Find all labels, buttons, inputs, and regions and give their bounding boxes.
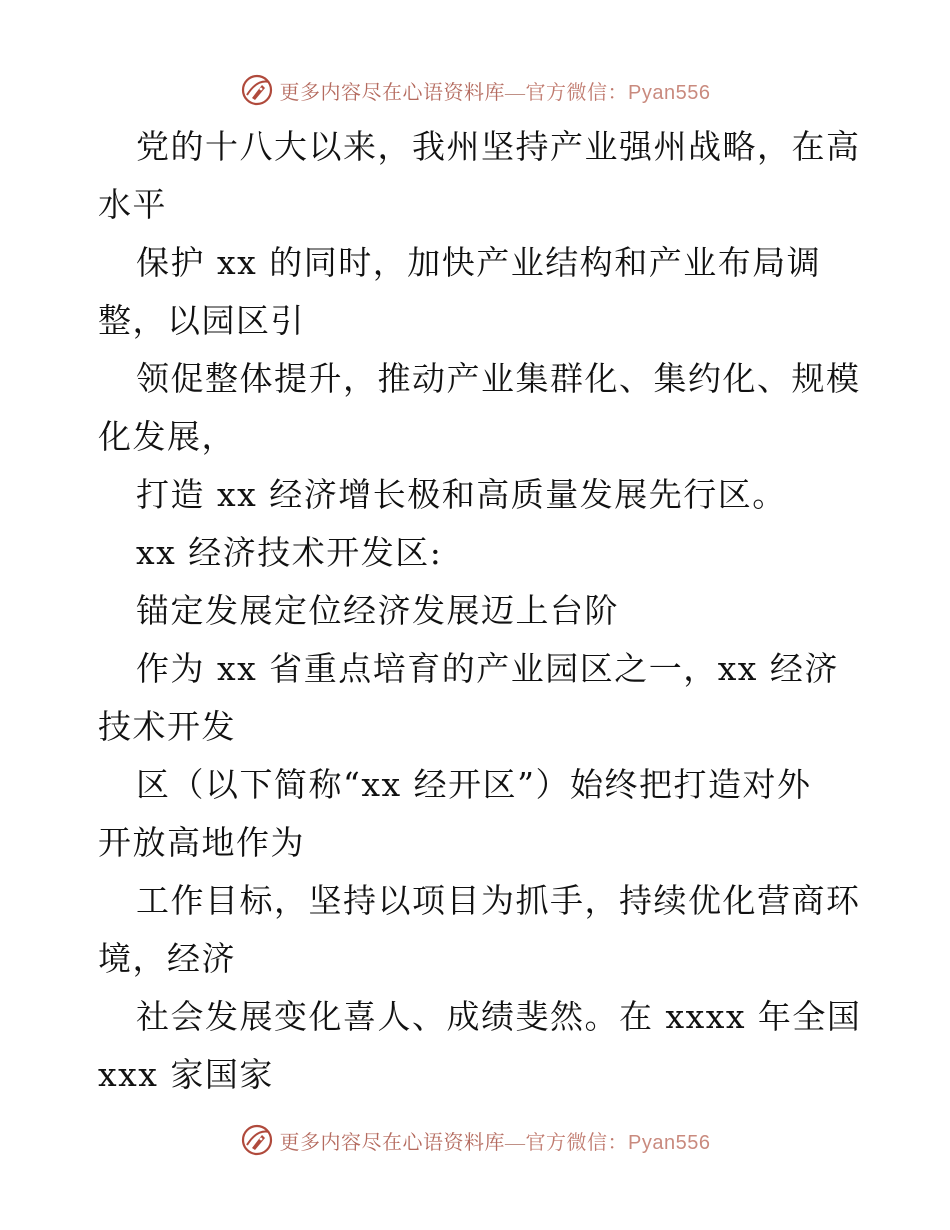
text-line: 社会发展变化喜人、成绩斐然。在 xxxx 年全国 <box>136 997 862 1036</box>
pen-nib-logo-icon <box>240 1123 274 1157</box>
text-line: 区（以下简称“xx 经开区”）始终把打造对外 <box>136 765 812 804</box>
text-line: 技术开发 <box>98 707 236 746</box>
footer-banner-text <box>280 1126 711 1155</box>
text-line: 锚定发展定位经济发展迈上台阶 <box>136 591 619 630</box>
footer-site-name: 更多内容尽在心语资料库 <box>279 1131 506 1154</box>
footer-banner-inner <box>240 1123 711 1157</box>
text-line: 境，经济 <box>98 939 236 978</box>
header-site-name: 更多内容尽在心语资料库 <box>279 81 506 104</box>
footer-banner <box>0 1120 950 1160</box>
text-line: 开放高地作为 <box>98 823 305 862</box>
header-wechat-label: 官方微信： <box>525 81 629 104</box>
pen-nib-logo-icon <box>240 73 274 107</box>
text-line: 水平 <box>98 185 167 224</box>
text-line: 党的十八大以来，我州坚持产业强州战略，在高 <box>136 127 861 166</box>
text-line: 工作目标，坚持以项目为抓手，持续优化营商环 <box>136 881 861 920</box>
text-line: 作为 xx 省重点培育的产业园区之一，xx 经济 <box>136 649 839 688</box>
text-line: 化发展， <box>98 417 236 456</box>
text-line: xxx 家国家 <box>98 1055 274 1094</box>
header-banner-text <box>280 76 711 105</box>
footer-wechat-id: Pyan556 <box>628 1131 711 1154</box>
text-line: 保护 xx 的同时，加快产业结构和产业布局调 <box>136 243 822 282</box>
header-banner-inner <box>240 73 711 107</box>
text-line: 打造 xx 经济增长极和高质量发展先行区。 <box>136 475 787 514</box>
header-separator: — <box>505 81 526 104</box>
text-line: 整，以园区引 <box>98 301 305 340</box>
footer-wechat-label: 官方微信： <box>525 1131 629 1154</box>
header-wechat-id: Pyan556 <box>628 81 711 104</box>
document-body <box>98 118 862 1104</box>
text-line: xx 经济技术开发区: <box>136 533 443 572</box>
text-line: 领促整体提升，推动产业集群化、集约化、规模 <box>136 359 861 398</box>
footer-separator: — <box>505 1131 526 1154</box>
header-banner <box>0 70 950 110</box>
